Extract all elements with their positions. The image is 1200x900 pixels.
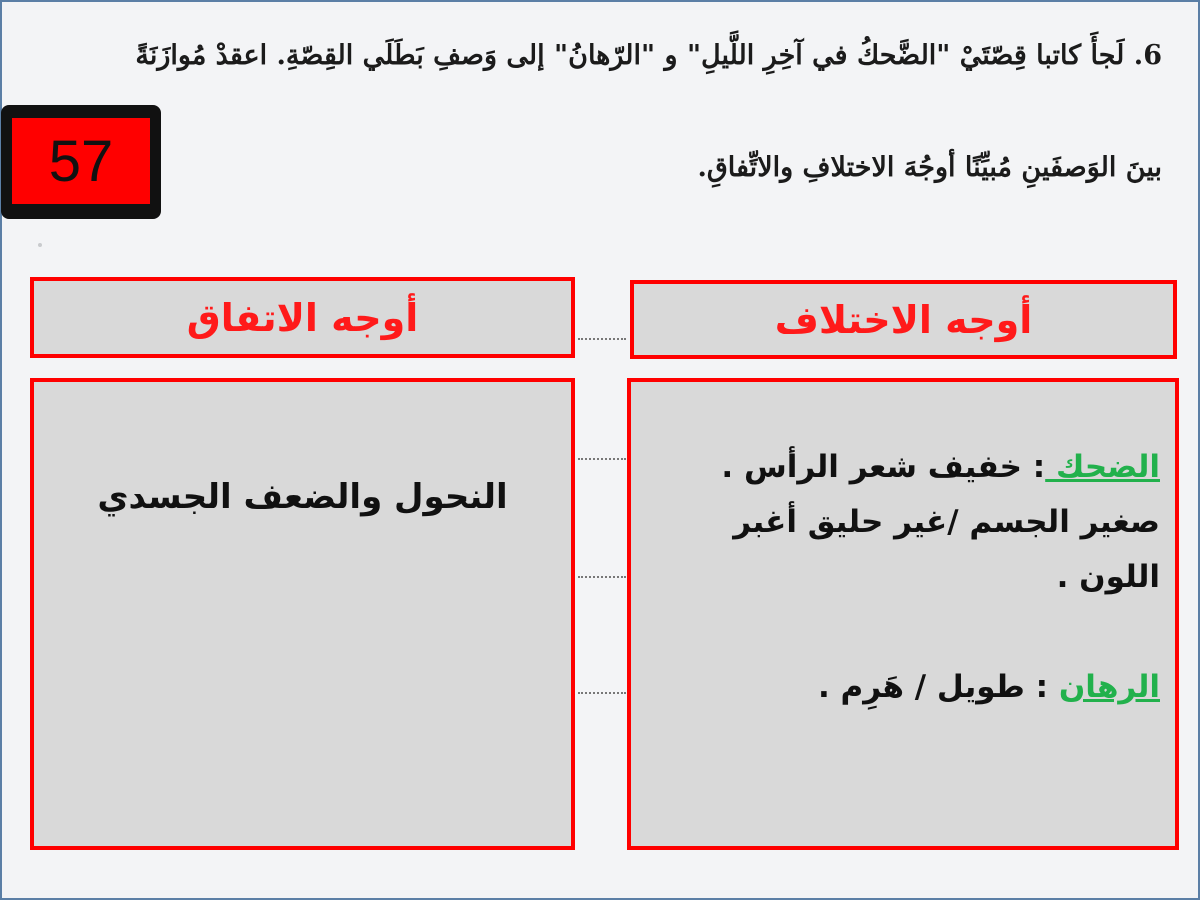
bet-description: : طويل / هَرِم . — [817, 669, 1059, 705]
difference-header: أوجه الاختلاف — [630, 280, 1177, 359]
term-bet: الرهان — [1058, 669, 1160, 705]
agreement-text: النحول والضعف الجسدي — [97, 477, 508, 517]
dotted-connector — [578, 338, 626, 340]
difference-item-laughter — [651, 440, 1160, 495]
difference-item-laughter-cont: صغير الجسم /غير حليق أغبر اللون . — [733, 504, 1160, 595]
agreement-header: أوجه الاتفاق — [30, 277, 575, 358]
dotted-connector — [578, 692, 626, 694]
dotted-connector — [578, 458, 626, 460]
page-number: 57 — [12, 118, 150, 204]
laughter-description: : خفيف شعر الرأس . — [721, 449, 1046, 485]
dotted-connector — [578, 576, 626, 578]
difference-box — [627, 378, 1179, 850]
difference-item-bet — [651, 660, 1160, 715]
term-laughter: الضحك — [1045, 449, 1160, 485]
difference-text — [651, 440, 1160, 715]
question-line-2: بينَ الوَصفَينِ مُبيِّنًا أوجُهَ الاختلافِ والاتِّفاقِ. — [697, 152, 1162, 183]
question-line-1: 6. لَجأَ كاتبا قِصّتَيْ "الضَّحكُ في آخِرِ اللَّيلِ" و "الرّهانُ" إلى وَصفِ بَطَلَي القِصّةِ. اعقدْ مُوازَنَةً — [135, 40, 1162, 71]
page-number-badge — [1, 105, 161, 219]
agreement-box — [30, 378, 575, 850]
speck — [38, 243, 42, 247]
